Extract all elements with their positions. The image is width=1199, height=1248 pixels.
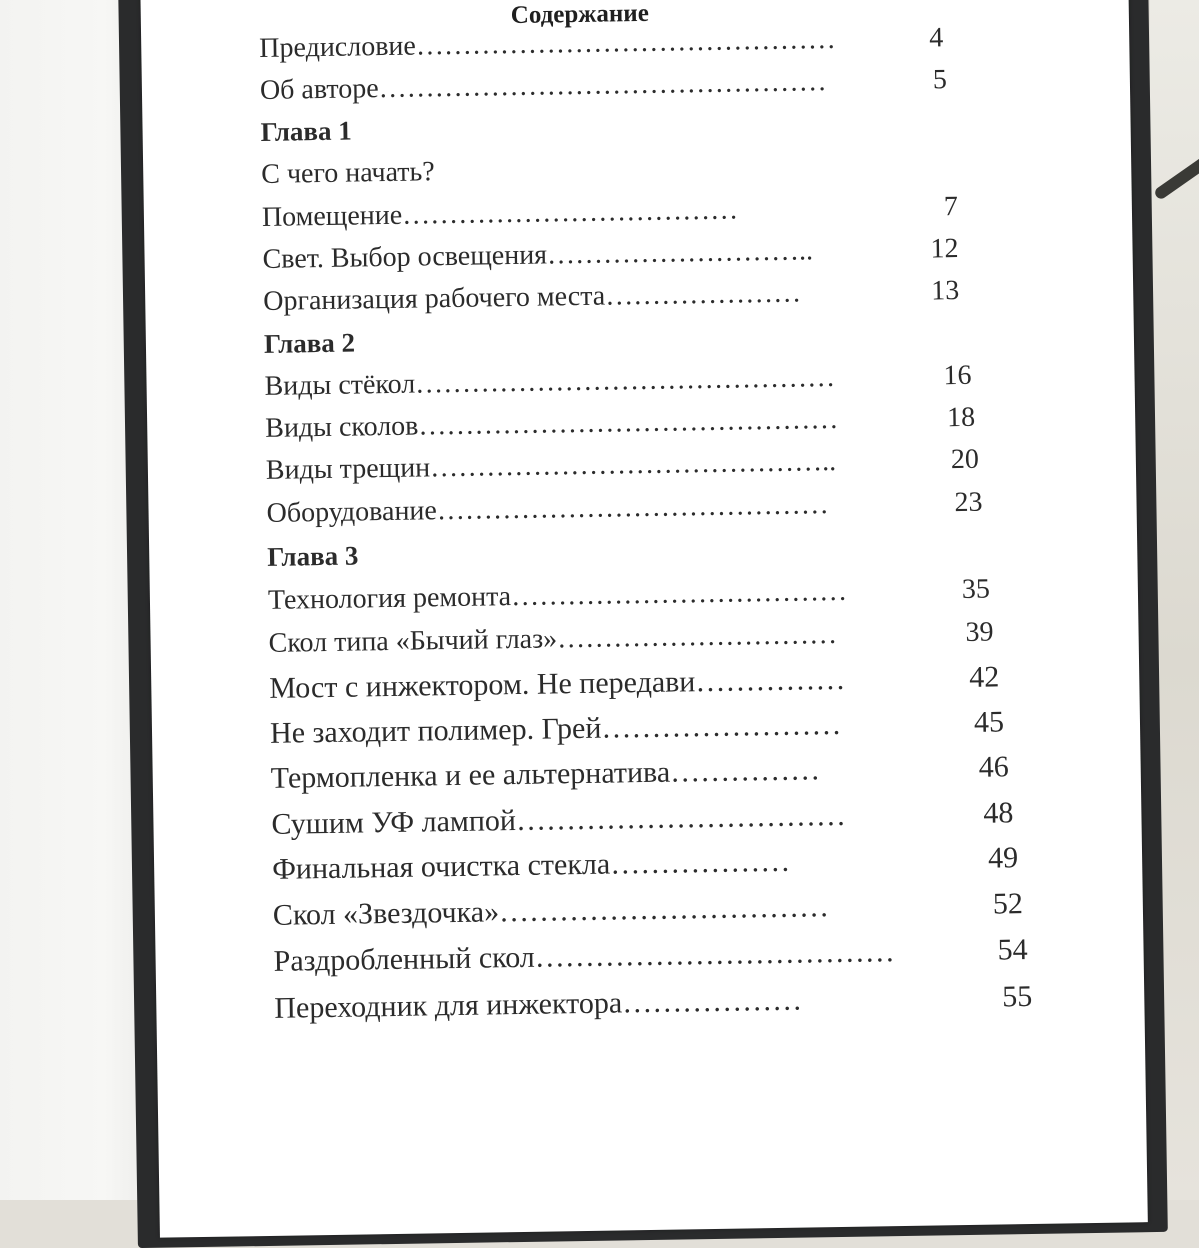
toc-entry-label: Свет. Выбор освещения……………………….. (262, 235, 814, 275)
toc-entry (261, 191, 959, 242)
toc-chapter-heading (267, 540, 359, 582)
toc-entry-label: Об авторе………………………………………… (259, 66, 827, 106)
toc-entry-page: 46 (978, 750, 1009, 784)
toc-entry-label: Мост с инжектором. Не передави…………… (269, 662, 846, 705)
toc-entry (265, 401, 976, 453)
toc-entry-label: Организация рабочего места………………… (263, 277, 802, 317)
toc-entry-page: 4 (928, 22, 944, 54)
toc-entry-label: Виды стёкол……………………………………… (264, 361, 836, 402)
toc-entry-label: Виды трещин…………………………………….. (265, 445, 837, 486)
toc-entry-page: 35 (961, 573, 991, 606)
toc-entry (264, 359, 972, 411)
toc-entry-page: 55 (1002, 979, 1033, 1014)
toc-entry-label: Не заходит полимер. Грей…………………… (269, 707, 842, 750)
toc-entry-label: Глава 1 (260, 115, 352, 147)
toc-entry-page: 48 (983, 796, 1014, 830)
toc-entry (271, 796, 1014, 848)
toc-entry-page: 52 (992, 887, 1024, 921)
toc-entry-label: Предисловие……………………………………… (259, 23, 837, 64)
toc-entry (274, 979, 1033, 1032)
toc-entry (263, 275, 960, 326)
toc-entry-label: Термопленка и ее альтернатива…………… (270, 753, 821, 795)
toc-entry-page: 39 (965, 616, 994, 648)
toc-entry (262, 233, 959, 284)
toc-entry-label: Раздробленный скол……………………………… (273, 935, 895, 978)
toc-entry (270, 750, 1009, 802)
toc-entry (268, 616, 994, 668)
toc-title: Содержание (510, 0, 650, 30)
toc-entry-label: Оборудование…………………………………… (266, 489, 830, 529)
toc-entry (259, 22, 944, 73)
toc-entry (266, 486, 983, 538)
toc-entry (272, 887, 1024, 939)
toc-entry (261, 156, 435, 199)
toc-entry-page: 5 (932, 64, 948, 96)
toc-entry-label: Помещение……………………………… (261, 194, 739, 233)
toc-entry-page: 16 (943, 359, 972, 392)
toc-entry-page: 13 (930, 275, 960, 307)
toc-page (140, 0, 1148, 1238)
toc-entry-page: 45 (973, 705, 1005, 739)
toc-entry-label: Скол «Звездочка»…………………………… (272, 890, 830, 932)
toc-entry-label: Переходник для инжектора……………… (274, 983, 803, 1025)
toc-entry-page: 54 (997, 933, 1028, 967)
toc-entry-label: Глава 2 (263, 327, 356, 359)
toc-entry (271, 841, 1019, 893)
toc-entry-label: С чего начать? (261, 156, 435, 190)
toc-entry-label: Скол типа «Бычий глаз»………………………… (268, 618, 838, 659)
toc-entry-page: 49 (987, 841, 1019, 875)
toc-entry-page: 7 (943, 191, 959, 223)
toc-entry-page: 23 (954, 486, 983, 519)
toc-entry (269, 660, 1000, 712)
toc-chapter-heading (260, 115, 352, 157)
toc-entry (267, 573, 991, 625)
toc-entry (273, 933, 1028, 985)
toc-entry-page: 20 (950, 443, 980, 476)
toc-entry (265, 443, 980, 495)
toc-entry-page: 18 (946, 401, 976, 434)
toc-entry-label: Технология ремонта……………………………… (267, 575, 848, 616)
toc-chapter-heading (263, 327, 356, 369)
toc-entry-label: Финальная очистка стекла……………… (271, 844, 791, 886)
toc-entry (259, 64, 948, 115)
toc-entry-page: 42 (968, 660, 1000, 694)
toc-entry-label: Виды сколов……………………………………… (265, 403, 839, 444)
toc-entry (269, 705, 1005, 757)
toc-entry-page: 12 (930, 233, 959, 265)
toc-entry-label: Сушим УФ лампой…………………………… (271, 798, 847, 841)
toc-entry-label: Глава 3 (267, 540, 359, 572)
